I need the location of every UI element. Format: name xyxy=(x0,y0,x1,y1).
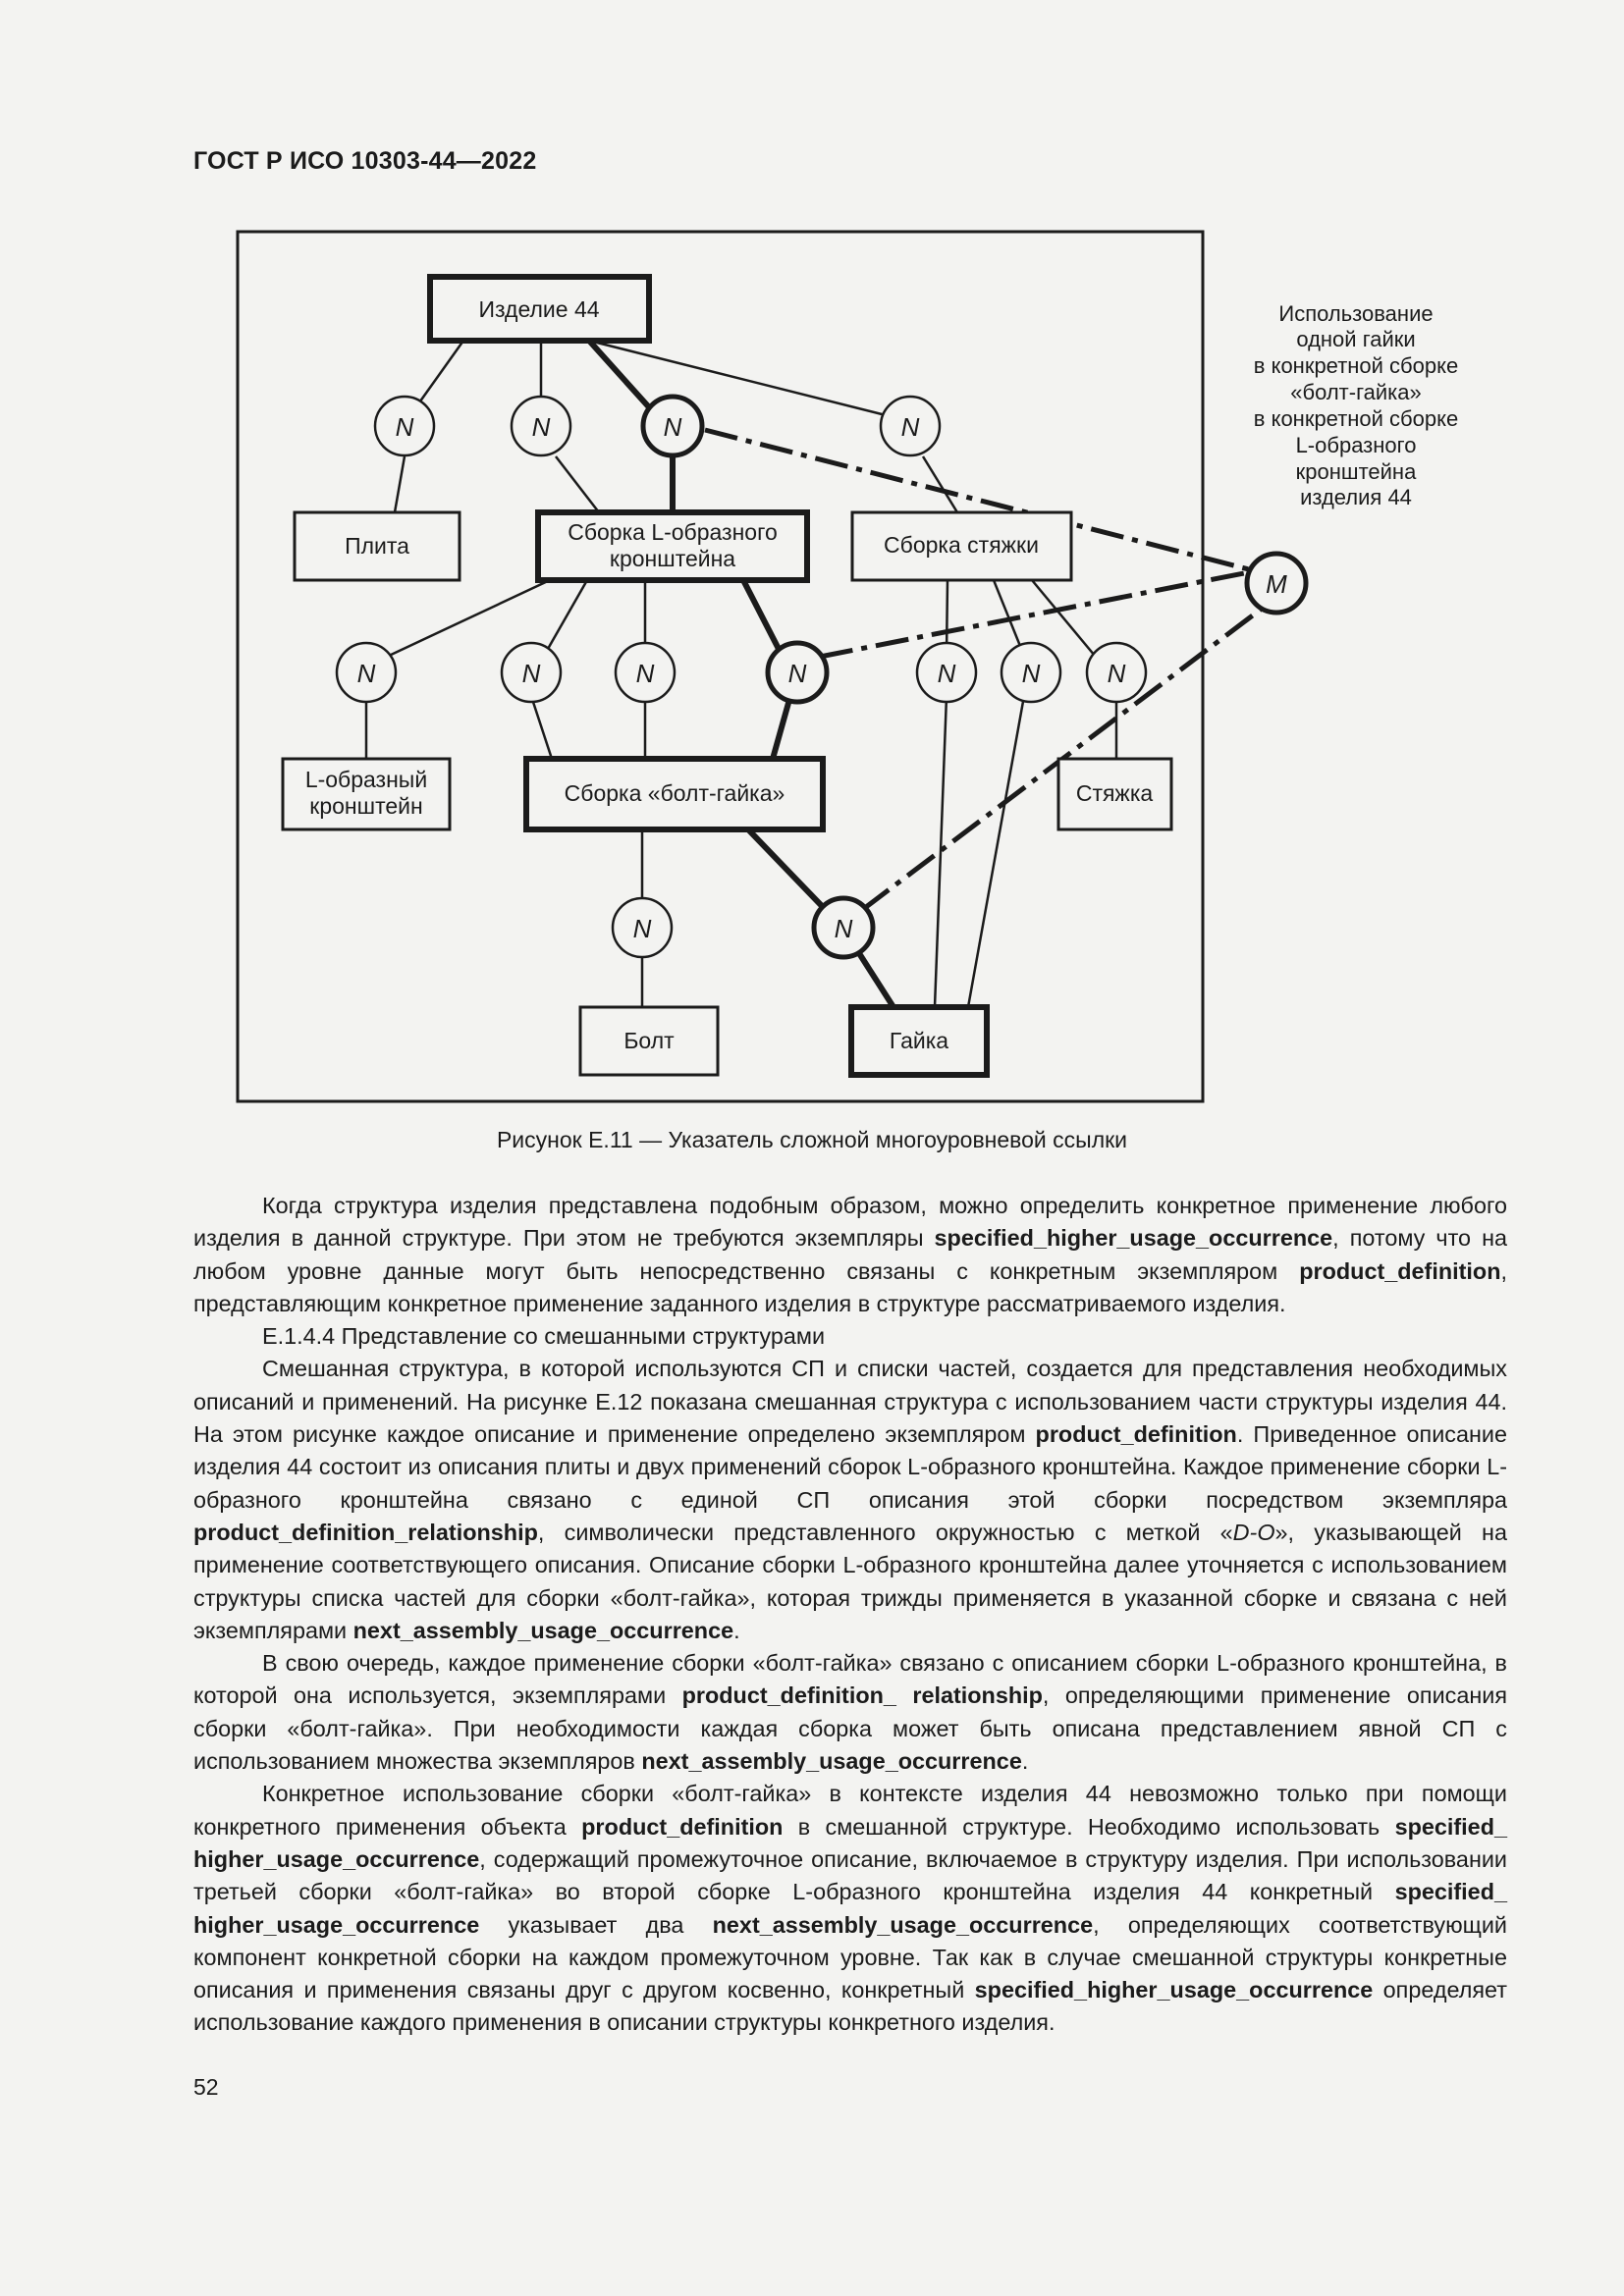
box-tie-assembly xyxy=(852,512,1071,580)
node-n xyxy=(375,397,434,455)
box-root xyxy=(430,277,649,341)
svg-text:N: N xyxy=(900,412,920,442)
svg-text:Сборка стяжки: Сборка стяжки xyxy=(884,532,1039,558)
paragraph: В свою очередь, каждое применение сборки «болт-гайка» связано с описанием сборки L-образного кронштейна, в которой она используется, экземплярами product_definition_ relationship, определяющими применение описания сборки «болт-гайка». При необходимости каждая сборка может быть описана представлением явной СП с использованием множества экземпляров next_assembly_usage_occurrence. xyxy=(193,1650,1507,1775)
svg-text:Использование: Использование xyxy=(1278,301,1434,326)
svg-text:кронштейн: кронштейн xyxy=(309,793,423,819)
svg-text:N: N xyxy=(531,412,551,442)
section-heading: Е.1.4.4 Представление со смешанными структурами xyxy=(262,1323,826,1350)
node-m xyxy=(1247,554,1306,613)
node-n xyxy=(881,397,940,455)
svg-text:Сборка «болт-гайка»: Сборка «болт-гайка» xyxy=(564,780,785,806)
document-header: ГОСТ Р ИСО 10303-44—2022 xyxy=(193,147,537,175)
paragraph: Когда структура изделия представлена подобным образом, можно определить конкретное применение любого изделия в данной структуре. При этом не требуются экземпляры specified_higher_usage_occurrence, потому что на любом уровне данные могут быть непосредственно связаны с конкретным экземпляром product_definition, представляющим конкретное применение заданного изделия в структуре рассматриваемого изделия. xyxy=(193,1193,1507,1316)
svg-text:Плита: Плита xyxy=(345,533,409,559)
node-n xyxy=(502,643,561,702)
svg-text:N: N xyxy=(787,659,807,688)
body-text xyxy=(193,1190,1507,2040)
svg-text:N: N xyxy=(395,412,414,442)
node-n-path xyxy=(643,397,702,455)
node-n xyxy=(917,643,976,702)
svg-text:в конкретной сборке: в конкретной сборке xyxy=(1253,406,1459,431)
paragraph: Конкретное использование сборки «болт-гайка» в контексте изделия 44 невозможно только при помощи конкретного применения объекта product_definition в смешанной структуре. Необходимо использовать specified_ higher_usage_occurrence, содержащий промежуточное описание, включаемое в структуру изделия. При использовании третьей сборки «болт-гайка» во второй сборке L-образного кронштейна изделия 44 конкретный specified_ higher_usage_occurrence указывает два next_assembly_usage_occurrence, определяющих соответствующий компонент конкретной сборки на каждом промежуточном уровне. Так как в случае смешанной структуры конкретные описания и применения связаны друг с другом косвенно, конкретный specified_higher_usage_occurrence определяет использование каждого применения в описании структуры конкретного изделия. xyxy=(193,1781,1507,2036)
svg-text:N: N xyxy=(635,659,655,688)
svg-text:N: N xyxy=(663,412,682,442)
svg-text:N: N xyxy=(632,914,652,943)
figure-caption: Рисунок Е.11 — Указатель сложной многоуровневой ссылки xyxy=(496,1127,1128,1152)
node-n-path xyxy=(768,643,827,702)
svg-text:N: N xyxy=(834,914,853,943)
node-n xyxy=(616,643,675,702)
box-bolt xyxy=(580,1007,718,1075)
svg-text:в конкретной сборке: в конкретной сборке xyxy=(1253,353,1459,378)
svg-text:Гайка: Гайка xyxy=(889,1028,949,1053)
node-n-path xyxy=(814,898,873,957)
svg-text:Изделие 44: Изделие 44 xyxy=(478,296,600,322)
svg-text:N: N xyxy=(937,659,956,688)
node-n xyxy=(512,397,570,455)
svg-text:Болт: Болт xyxy=(623,1028,675,1053)
svg-text:одной гайки: одной гайки xyxy=(1296,327,1416,351)
svg-text:N: N xyxy=(521,659,541,688)
svg-text:N: N xyxy=(1021,659,1041,688)
svg-text:«болт-гайка»: «болт-гайка» xyxy=(1290,380,1422,404)
svg-text:изделия 44: изделия 44 xyxy=(1300,485,1412,509)
box-bracket-assembly xyxy=(538,512,807,580)
svg-text:L-образный: L-образный xyxy=(304,767,428,792)
page-number: 52 xyxy=(193,2074,219,2100)
svg-text:M: M xyxy=(1266,569,1287,599)
paragraph: Смешанная структура, в которой используются СП и списки частей, создается для представления необходимых описаний и применений. На рисунке Е.12 показана смешанная структура с использованием части структуры изделия 44. На этом рисунке каждое описание и применение определено экземпляром product_definition. Приведенное описание изделия 44 состоит из описания плиты и двух применений сборок L-образного кронштейна. Каждое применение сборки L-образного кронштейна связано с единой СП описания этой сборки посредством экземпляра product_definition_relationship, символически представленного окружностью с меткой «D-O», указывающей на применение соответствующего описания. Описание сборки L-образного кронштейна далее уточняется с использованием структуры списка частей для сборки «болт-гайка», которая трижды применяется в указанной сборке и связана с ней экземплярами next_assembly_usage_occurrence. xyxy=(193,1356,1507,1643)
box-l-bracket xyxy=(283,759,450,829)
node-n xyxy=(337,643,396,702)
node-n xyxy=(1087,643,1146,702)
node-n xyxy=(613,898,672,957)
annotation-note xyxy=(1254,301,1458,509)
svg-text:кронштейна: кронштейна xyxy=(1295,459,1417,484)
svg-text:Стяжка: Стяжка xyxy=(1075,780,1154,806)
svg-text:N: N xyxy=(1107,659,1126,688)
svg-text:N: N xyxy=(356,659,376,688)
box-nut xyxy=(851,1007,987,1075)
box-bolt-nut-assembly xyxy=(526,759,823,829)
box-tie xyxy=(1058,759,1171,829)
box-plate xyxy=(295,512,460,580)
svg-text:кронштейна: кронштейна xyxy=(609,546,736,571)
node-n xyxy=(1001,643,1060,702)
svg-text:Сборка L-образного: Сборка L-образного xyxy=(568,519,778,545)
svg-text:L-образного: L-образного xyxy=(1295,433,1417,457)
